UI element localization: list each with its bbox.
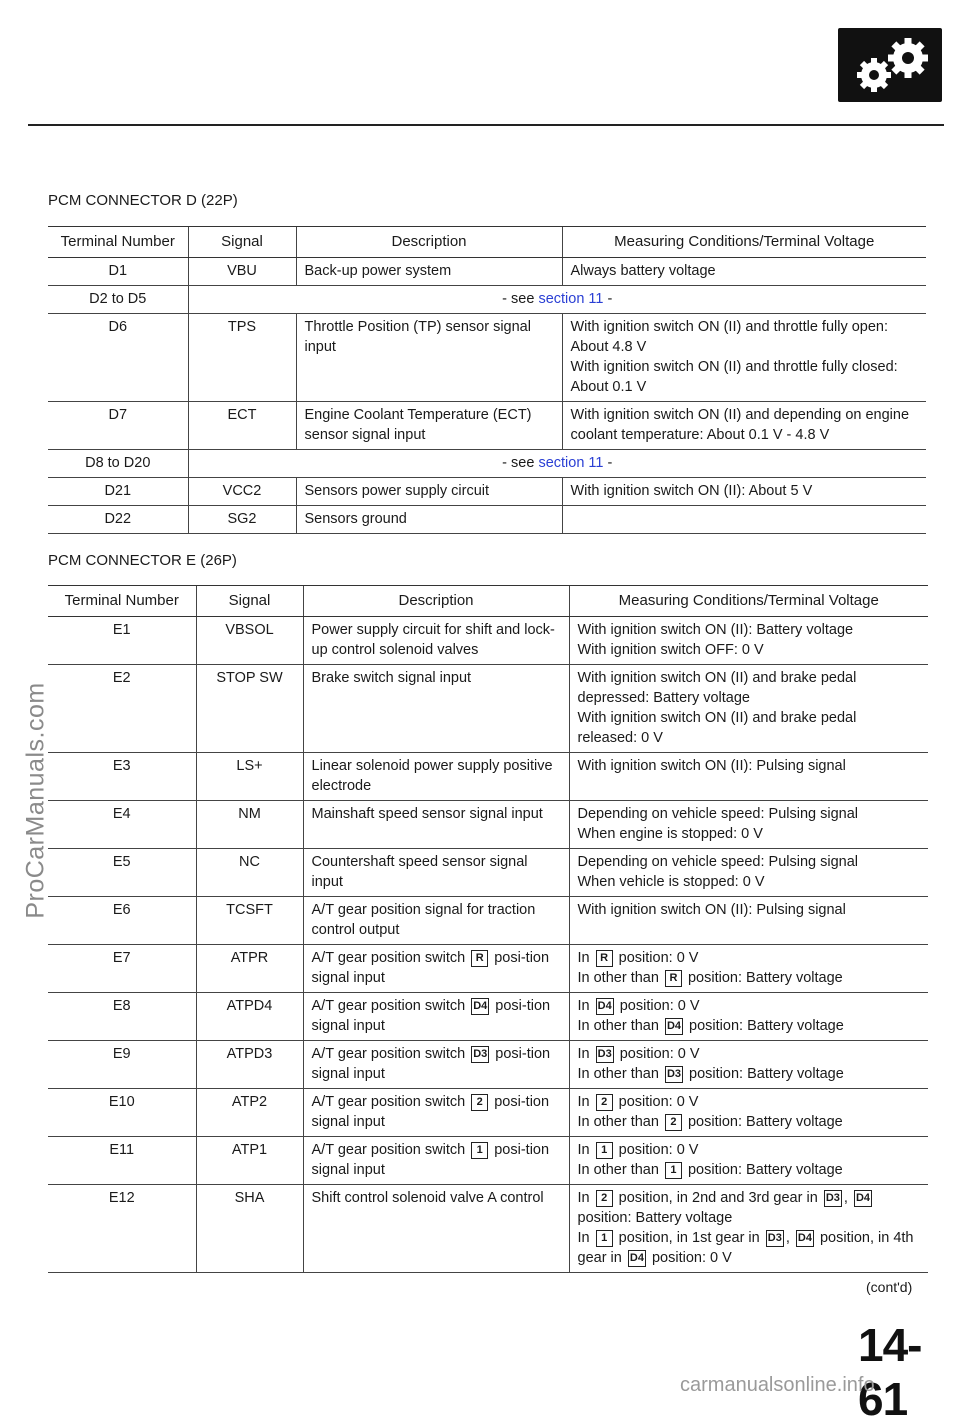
table-row [48,1185,928,1273]
signal-cell: ATPD3 [196,1041,303,1089]
section-link[interactable]: section 11 [538,455,604,471]
header-description: Description [303,586,569,617]
connector-e-table [48,585,928,1273]
condition-line: In 2 position, in 2nd and 3rd gear in D3 , D4 position: Battery voltage [577,1190,870,1226]
continued-label: (cont'd) [866,1279,913,1295]
conditions-cell: With ignition switch ON (II) and depending on engine coolant temperature: About 0.1 V - 4.8 V [562,402,926,450]
conditions-cell [569,665,928,753]
description-cell [303,1137,569,1185]
header-conditions: Measuring Conditions/Terminal Voltage [562,227,926,258]
signal-cell: ATP1 [196,1137,303,1185]
condition-line: In D4 position: 0 V [577,998,700,1014]
conditions-cell: With ignition switch ON (II): About 5 V [562,478,926,506]
table-row [48,478,926,506]
shift-position-d3-icon: D3 [596,1046,614,1063]
signal-cell: ATPR [196,945,303,993]
connector-d-table [48,226,926,534]
shift-position-d3-icon: D3 [665,1066,683,1083]
table-row [48,945,928,993]
header-description: Description [296,227,562,258]
shift-position-d3-icon: D3 [824,1190,842,1207]
terminal-cell: E7 [48,945,196,993]
shift-position-d4-icon: D4 [471,998,489,1015]
description-cell: Engine Coolant Temperature (ECT) sensor signal input [296,402,562,450]
conditions-cell: With ignition switch ON (II): Pulsing signal [569,897,928,945]
table-row [48,993,928,1041]
terminal-cell: D22 [48,506,188,534]
shift-position-1-icon: 1 [471,1142,488,1159]
see-suffix: - [607,291,613,307]
terminal-cell: D21 [48,478,188,506]
condition-line: In other than D4 position: Battery voltage [577,1018,844,1034]
table-row [48,801,928,849]
terminal-cell: E5 [48,849,196,897]
conditions-cell [569,945,928,993]
terminal-cell: D2 to D5 [48,286,188,314]
see-suffix: - [607,455,613,471]
table-row [48,450,926,478]
description-cell [303,945,569,993]
terminal-cell: D6 [48,314,188,402]
condition-line: In D3 position: 0 V [577,1046,700,1062]
signal-cell: SHA [196,1185,303,1273]
conditions-cell [569,1185,928,1273]
condition-line: When engine is stopped: 0 V [577,826,763,842]
description-text: A/T gear position switch [311,1094,466,1110]
table-row [48,665,928,753]
terminal-cell: E9 [48,1041,196,1089]
condition-line: Depending on vehicle speed: Pulsing signal [577,806,859,822]
table-row [48,314,926,402]
table-row [48,1041,928,1089]
description-text: A/T gear position switch [311,998,466,1014]
description-cell: A/T gear position signal for traction control output [303,897,569,945]
condition-line: In 1 position: 0 V [577,1142,699,1158]
see-section-cell [188,286,926,314]
table-row [48,753,928,801]
shift-position-d4-icon: D4 [596,998,614,1015]
conditions-cell: With ignition switch ON (II): Pulsing signal [569,753,928,801]
description-text: posi-tion signal input [311,1094,550,1130]
shift-position-r-icon: R [596,950,613,967]
description-cell: Back-up power system [296,258,562,286]
conditions-cell [569,993,928,1041]
condition-line: In other than 1 position: Battery voltage [577,1162,843,1178]
description-text: posi-tion signal input [311,950,550,986]
shift-position-2-icon: 2 [665,1114,682,1131]
shift-position-d4-icon: D4 [628,1250,646,1267]
side-watermark: ProCarManuals.com [21,681,50,919]
condition-line: Depending on vehicle speed: Pulsing signal [577,854,859,870]
table-row [48,506,926,534]
header-signal: Signal [196,586,303,617]
condition-line: In 2 position: 0 V [577,1094,699,1110]
terminal-cell: E4 [48,801,196,849]
shift-position-1-icon: 1 [596,1230,613,1247]
description-cell [303,1089,569,1137]
shift-position-d3-icon: D3 [766,1230,784,1247]
condition-line: In 1 position, in 1st gear in D3 , D4 position, in 4th gear in D4 position: 0 V [577,1230,914,1266]
condition-line: In other than D3 position: Battery voltage [577,1066,844,1082]
description-cell: Brake switch signal input [303,665,569,753]
table-row [48,402,926,450]
table-row [48,897,928,945]
condition-line: With ignition switch ON (II) and brake pedal released: 0 V [577,710,857,746]
shift-position-d3-icon: D3 [471,1046,489,1063]
shift-position-2-icon: 2 [596,1094,613,1111]
description-text: posi-tion signal input [311,1142,550,1178]
condition-line: With ignition switch ON (II) and throttle fully closed: About 0.1 V [570,359,898,395]
signal-cell: STOP SW [196,665,303,753]
see-section-cell [188,450,926,478]
table-row [48,1089,928,1137]
terminal-cell: D1 [48,258,188,286]
conditions-cell [569,1041,928,1089]
see-prefix: - see [502,455,535,471]
table-header-row [48,227,926,258]
condition-line: With ignition switch ON (II) and brake pedal depressed: Battery voltage [577,670,857,706]
description-text: posi-tion signal input [311,1046,551,1082]
header-signal: Signal [188,227,296,258]
conditions-cell [569,1137,928,1185]
description-cell: Sensors ground [296,506,562,534]
signal-cell: VCC2 [188,478,296,506]
description-text: A/T gear position switch [311,950,466,966]
table-row [48,617,928,665]
description-text: posi-tion signal input [311,998,551,1034]
shift-position-d4-icon: D4 [665,1018,683,1035]
conditions-cell [569,801,928,849]
shift-position-d4-icon: D4 [796,1230,814,1247]
condition-line: With ignition switch ON (II): Battery voltage [577,622,854,638]
header-conditions: Measuring Conditions/Terminal Voltage [569,586,928,617]
see-prefix: - see [502,291,535,307]
description-text: A/T gear position switch [311,1142,466,1158]
conditions-cell [569,1089,928,1137]
connector-d-title: PCM CONNECTOR D (22P) [48,192,238,209]
condition-line: With ignition switch ON (II) and throttle fully open: About 4.8 V [570,319,889,355]
terminal-cell: E11 [48,1137,196,1185]
terminal-cell: E12 [48,1185,196,1273]
signal-cell: NC [196,849,303,897]
description-cell: Mainshaft speed sensor signal input [303,801,569,849]
signal-cell: TPS [188,314,296,402]
condition-line: With ignition switch OFF: 0 V [577,642,764,658]
description-cell: Throttle Position (TP) sensor signal input [296,314,562,402]
signal-cell: VBSOL [196,617,303,665]
shift-position-d4-icon: D4 [854,1190,872,1207]
condition-line: In other than R position: Battery voltage [577,970,843,986]
shift-position-r-icon: R [665,970,682,987]
description-cell: Sensors power supply circuit [296,478,562,506]
terminal-cell: E2 [48,665,196,753]
shift-position-2-icon: 2 [596,1190,613,1207]
signal-cell: VBU [188,258,296,286]
terminal-cell: D7 [48,402,188,450]
conditions-cell [569,849,928,897]
table-row [48,258,926,286]
description-cell [303,993,569,1041]
shift-position-1-icon: 1 [665,1162,682,1179]
description-cell: Shift control solenoid valve A control [303,1185,569,1273]
terminal-cell: E6 [48,897,196,945]
table-row [48,849,928,897]
description-cell: Linear solenoid power supply positive electrode [303,753,569,801]
table-row [48,1137,928,1185]
footer-watermark: carmanualsonline.info [680,1374,875,1396]
shift-position-1-icon: 1 [596,1142,613,1159]
shift-position-r-icon: R [471,950,488,967]
condition-line: When vehicle is stopped: 0 V [577,874,765,890]
description-cell [303,1041,569,1089]
table-header-row [48,586,928,617]
section-link[interactable]: section 11 [538,291,604,307]
header-rule [28,124,944,126]
terminal-cell: D8 to D20 [48,450,188,478]
condition-line: In R position: 0 V [577,950,699,966]
signal-cell: ATP2 [196,1089,303,1137]
terminal-cell: E10 [48,1089,196,1137]
connector-e-title: PCM CONNECTOR E (26P) [48,552,237,569]
gear-icon [838,28,942,102]
signal-cell: ECT [188,402,296,450]
description-cell: Power supply circuit for shift and lock-up control solenoid valves [303,617,569,665]
header-terminal: Terminal Number [48,227,188,258]
terminal-cell: E8 [48,993,196,1041]
terminal-cell: E1 [48,617,196,665]
conditions-cell [562,506,926,534]
condition-line: In other than 2 position: Battery voltage [577,1114,843,1130]
page-number: 14-61 [858,1319,922,1425]
conditions-cell [569,617,928,665]
description-text: A/T gear position switch [311,1046,466,1062]
signal-cell: SG2 [188,506,296,534]
signal-cell: TCSFT [196,897,303,945]
signal-cell: ATPD4 [196,993,303,1041]
signal-cell: NM [196,801,303,849]
terminal-cell: E3 [48,753,196,801]
conditions-cell: Always battery voltage [562,258,926,286]
header-terminal: Terminal Number [48,586,196,617]
conditions-cell [562,314,926,402]
description-cell: Countershaft speed sensor signal input [303,849,569,897]
signal-cell: LS+ [196,753,303,801]
shift-position-2-icon: 2 [471,1094,488,1111]
table-row [48,286,926,314]
